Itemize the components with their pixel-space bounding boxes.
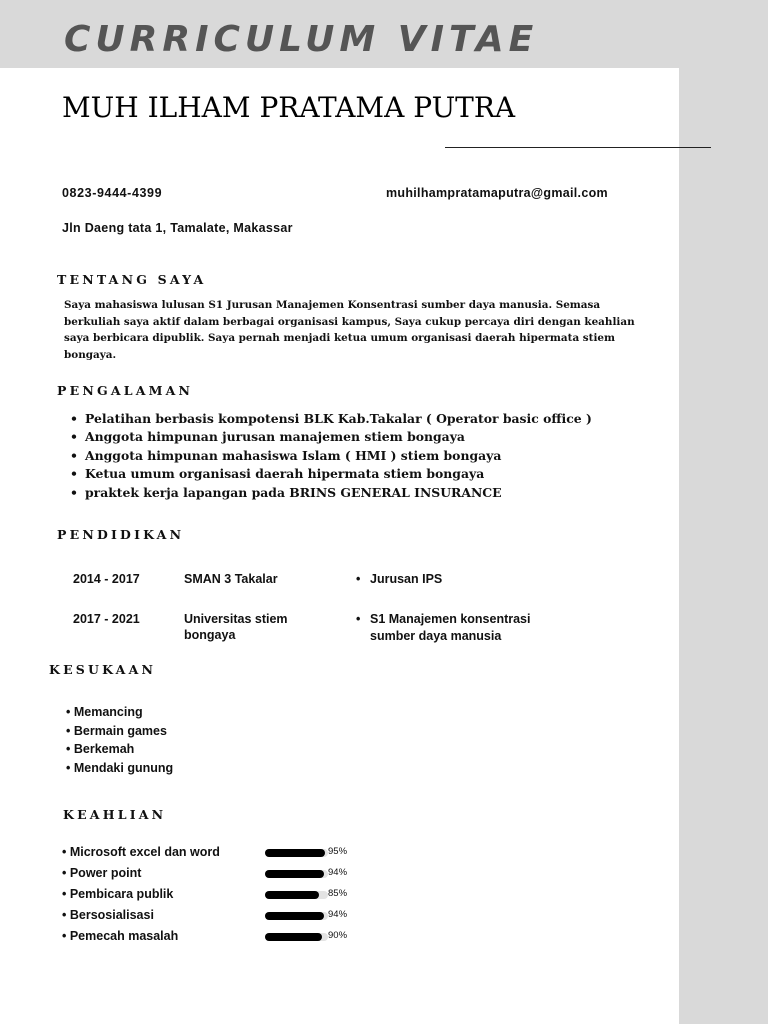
skill-bar [265, 891, 328, 899]
hobby-item: • Memancing [66, 705, 143, 719]
skill-row [62, 865, 422, 883]
about-text: Saya mahasiswa lulusan S1 Jurusan Manajemen Konsentrasi sumber daya manusia. Semasa berkuliah saya aktif dalam berbagai organisasi kampus, Saya cukup percaya diri dengan keahlian saya berbicara dipublik. Saya pernah menjadi ketua umum organisasi daerah hipermata stiem bongaya. [64, 299, 635, 361]
skill-bar [265, 912, 328, 920]
skill-bar-fill [265, 849, 325, 857]
education-school: SMAN 3 Takalar [184, 572, 278, 586]
bullet-icon: • [356, 612, 361, 626]
skill-name: • Bersosialisasi [62, 908, 154, 922]
education-years: 2014 - 2017 [73, 572, 140, 586]
skill-bar-fill [265, 933, 322, 941]
skill-bar [265, 933, 328, 941]
skill-percent: 90% [328, 930, 348, 941]
person-name: MUH ILHAM PRATAMA PUTRA [62, 91, 516, 124]
skill-bar [265, 849, 328, 857]
experience-item: • Anggota himpunan mahasiswa Islam ( HMI ) stiem bongaya [70, 447, 592, 465]
skill-percent: 94% [328, 867, 348, 878]
skill-bar-fill [265, 870, 324, 878]
name-divider [445, 147, 711, 148]
education-school: Universitas stiem bongaya [184, 612, 288, 642]
about-heading: TENTANG SAYA [57, 272, 207, 287]
bullet-icon: • [356, 572, 361, 586]
skill-percent: 85% [328, 888, 348, 899]
skill-row [62, 886, 422, 904]
hobby-item: • Bermain games [66, 723, 167, 738]
skill-row [62, 844, 422, 862]
hobby-item: • Berkemah [66, 742, 135, 756]
education-heading: PENDIDIKAN [57, 527, 185, 542]
skill-bar-fill [265, 912, 324, 920]
side-band [679, 0, 768, 1024]
education-major-text: S1 Manajemen konsentrasi sumber daya manusia [370, 612, 531, 643]
skill-percent: 94% [328, 909, 348, 920]
home-address: Jln Daeng tata 1, Tamalate, Makassar [62, 221, 293, 235]
experience-item: • Anggota himpunan jurusan manajemen stiem bongaya [70, 428, 592, 446]
skill-bar-fill [265, 891, 319, 899]
hobbies-heading: KESUKAAN [49, 662, 157, 677]
hobby-item: • Mendaki gunung [66, 760, 174, 775]
email-address: muhilhampratamaputra@gmail.com [386, 186, 608, 200]
experience-item: • praktek kerja lapangan pada BRINS GENERAL INSURANCE [70, 484, 592, 502]
skill-percent: 95% [328, 846, 348, 857]
document-title: CURRICULUM VITAE [64, 19, 539, 60]
skill-name: • Pemecah masalah [62, 929, 179, 943]
skill-row [62, 907, 422, 925]
skills-list [62, 0, 422, 1024]
experience-item: • Pelatihan berbasis kompotensi BLK Kab.Takalar ( Operator basic office ) [70, 410, 592, 428]
skill-name: • Power point [62, 866, 142, 880]
education-major-text: Jurusan IPS [370, 572, 443, 586]
education-years: 2017 - 2021 [73, 612, 140, 626]
phone-number: 0823-9444-4399 [62, 186, 163, 200]
experience-item: • Ketua umum organisasi daerah hipermata stiem bongaya [70, 465, 592, 483]
skill-name: • Pembicara publik [62, 887, 174, 901]
skill-bar [265, 870, 328, 878]
skill-row [62, 928, 422, 946]
skill-name: • Microsoft excel dan word [62, 845, 220, 859]
skills-heading: KEAHLIAN [63, 807, 167, 822]
experience-heading: PENGALAMAN [57, 383, 194, 398]
